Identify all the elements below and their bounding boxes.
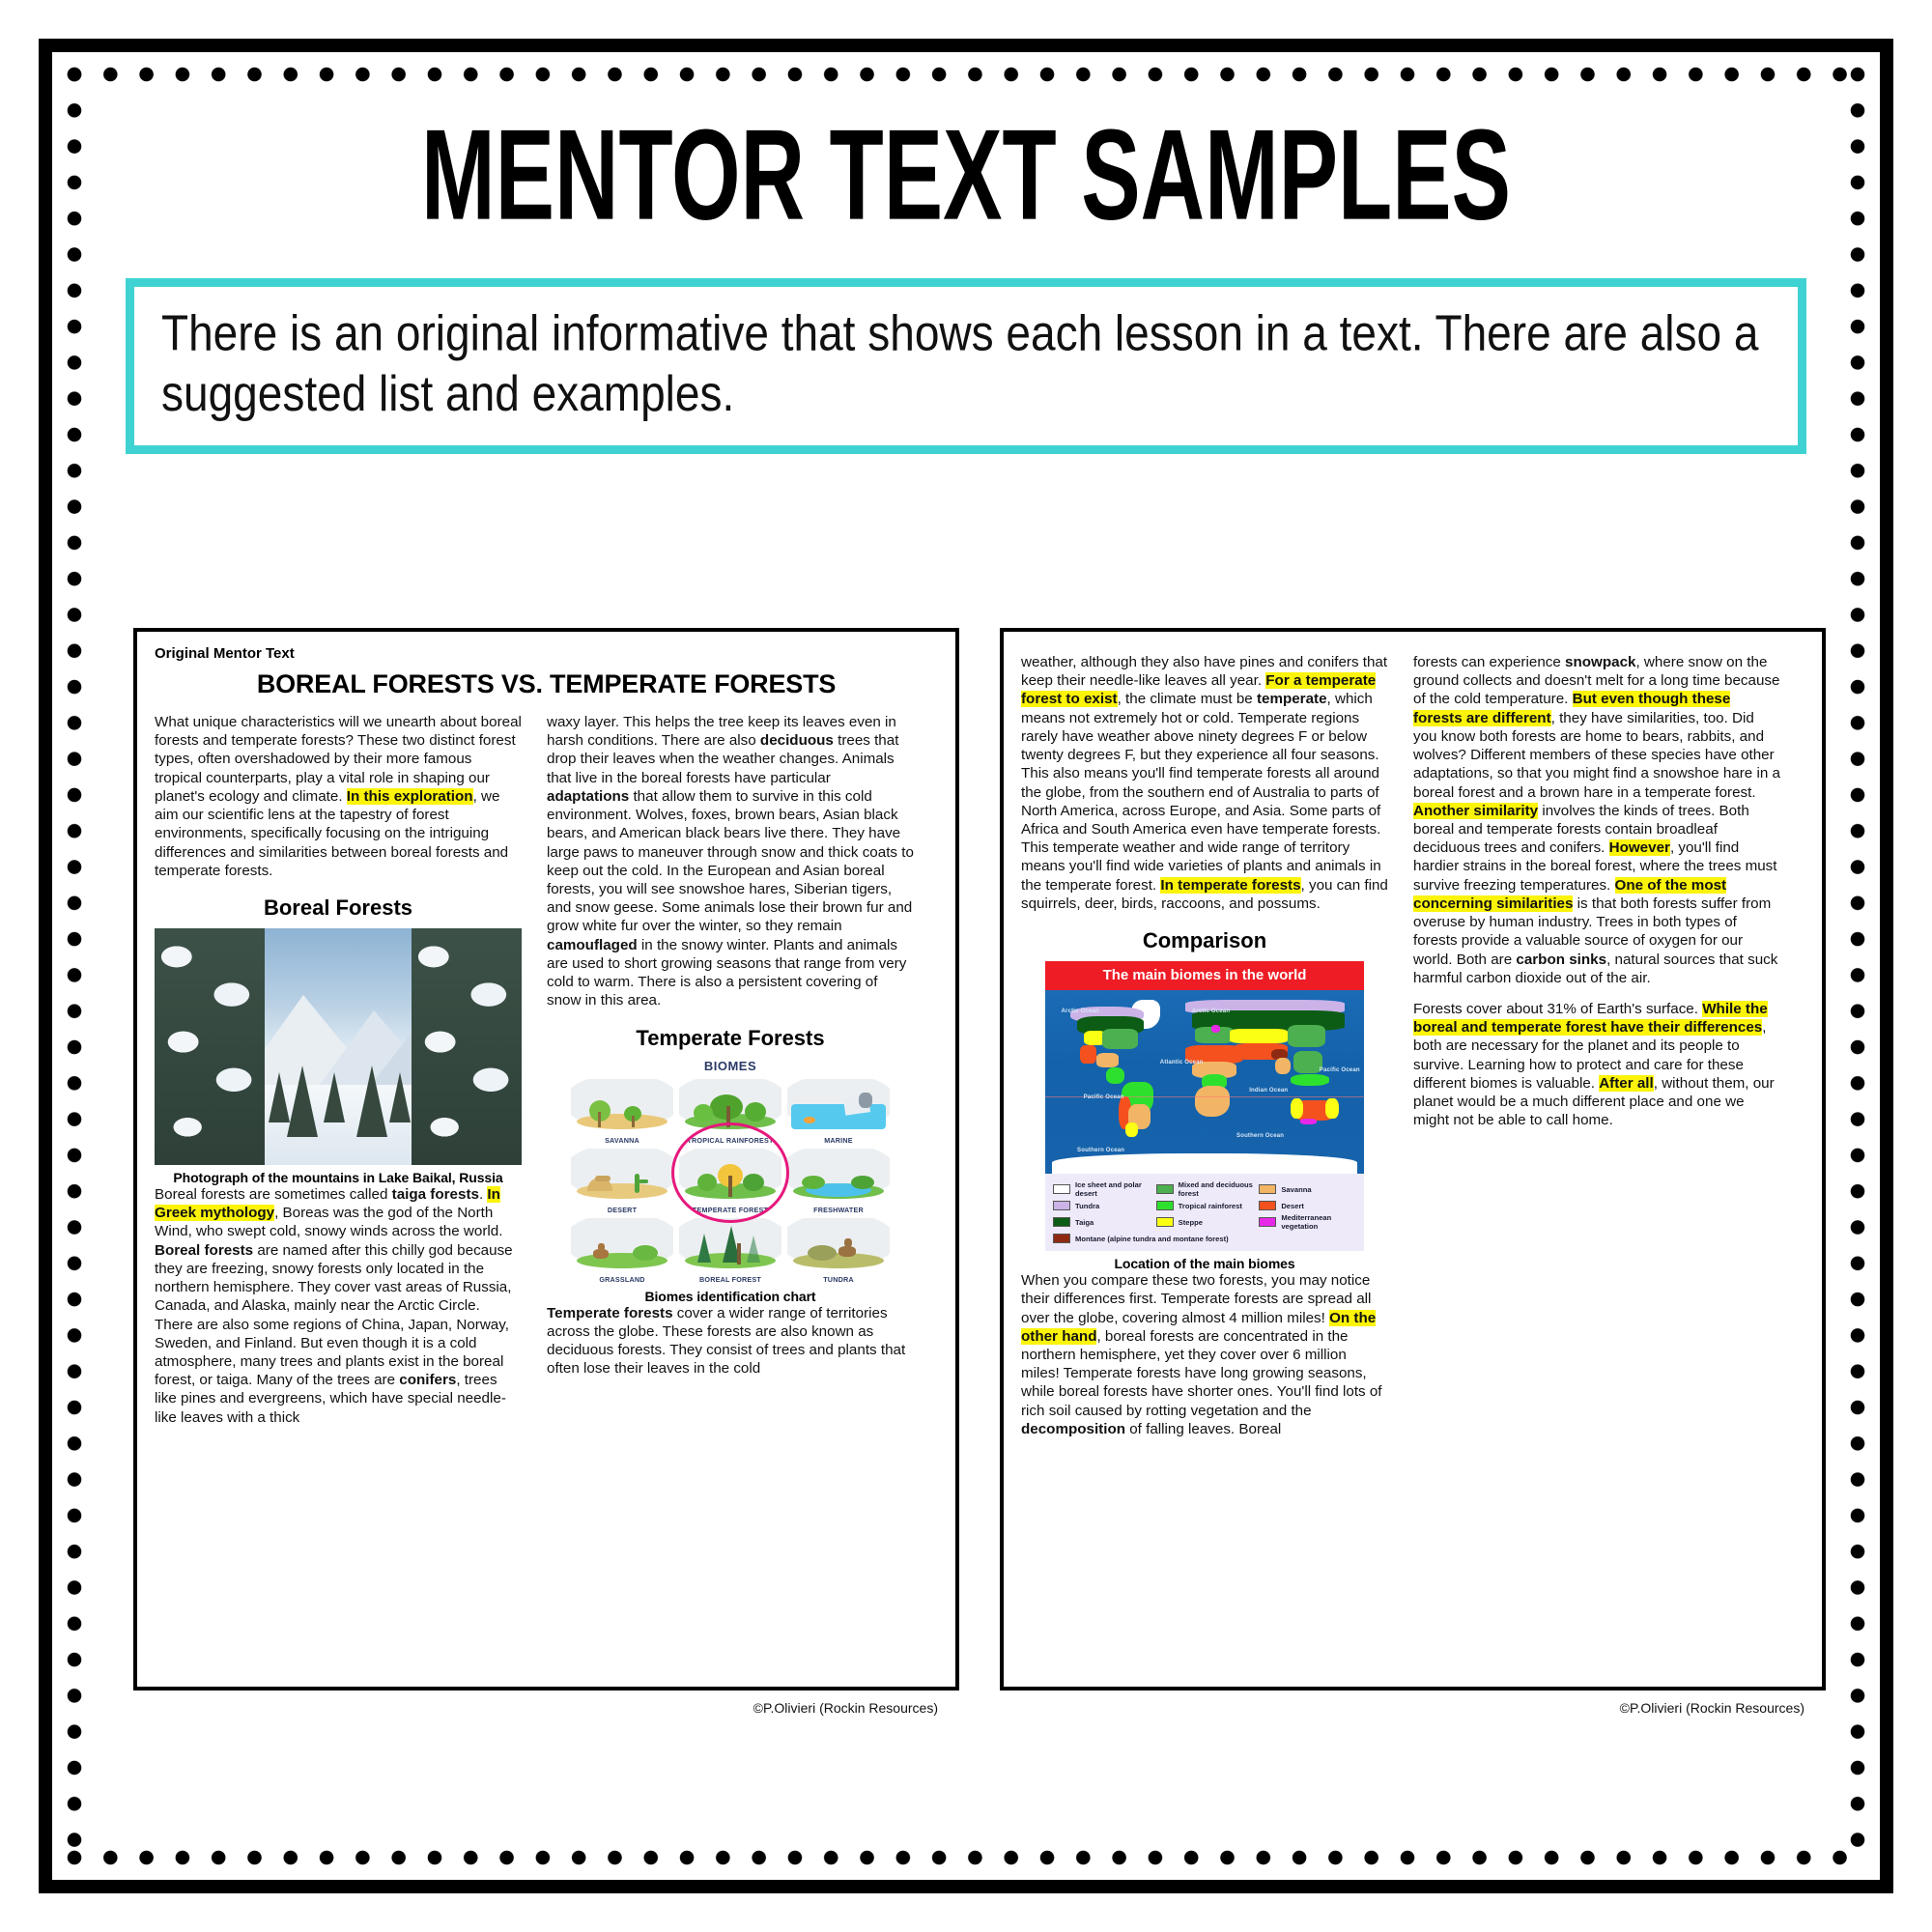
text-run: , the climate must be bbox=[1117, 691, 1257, 708]
photo-image bbox=[155, 928, 522, 1165]
document-title: BOREAL FORESTS VS. TEMPERATE FORESTS bbox=[256, 669, 837, 698]
legend-label: Taiga bbox=[1075, 1217, 1094, 1227]
text-run: , both are necessary for the planet and its people to survive. Learning how to protect and care for these different biomes is valuable. bbox=[1413, 1019, 1767, 1092]
figure-lake-baikal bbox=[155, 928, 522, 1185]
text-run: , trees like pines and evergreens, which have special needle-like leaves with a thick bbox=[155, 1372, 506, 1426]
legend-label: Savanna bbox=[1281, 1184, 1312, 1194]
biome-label: GRASSLAND bbox=[599, 1274, 645, 1284]
legend-item bbox=[1053, 1234, 1356, 1243]
bold-term: snowpack bbox=[1565, 654, 1636, 670]
document-page-left bbox=[133, 628, 959, 1716]
biomes-grid bbox=[571, 1079, 890, 1284]
text-run: of falling leaves. Boreal bbox=[1125, 1420, 1282, 1437]
bold-term: Temperate forests bbox=[547, 1304, 673, 1321]
callout-box bbox=[126, 278, 1806, 454]
biome-illustration bbox=[571, 1218, 673, 1274]
biome-illustration bbox=[571, 1079, 673, 1135]
document-page-right bbox=[1000, 628, 1826, 1716]
biome-label: SAVANNA bbox=[605, 1135, 639, 1145]
text-run: , they have similarities, too. Did you know both forests are home to bears, rabbits, and wolves? Different members of these species have other adaptations, so that you might find a snowshoe hare in a boreal forest and a brown hare in a temperate forest. bbox=[1413, 709, 1780, 801]
text-run: weather, although they also have pines and conifers that keep their needle-like leaves all year. bbox=[1021, 654, 1388, 690]
legend-item bbox=[1156, 1201, 1254, 1210]
legend-swatch-montane bbox=[1053, 1234, 1070, 1243]
text-run: Boreal forests are sometimes called bbox=[155, 1185, 392, 1203]
highlight-phrase: Another similarity bbox=[1413, 802, 1539, 819]
biome-cell-tundra bbox=[787, 1218, 890, 1284]
text-run: waxy layer. This helps the tree keep its leaves even in harsh conditions. There are also bbox=[547, 714, 896, 750]
legend-swatch-savanna bbox=[1259, 1184, 1276, 1194]
legend-swatch-mediterranean bbox=[1259, 1217, 1276, 1227]
world-map bbox=[1045, 961, 1364, 1251]
ocean-label: Atlantic Ocean bbox=[1159, 1060, 1204, 1066]
bold-term: deciduous bbox=[759, 732, 834, 750]
biome-cell-tropical-rainforest bbox=[679, 1079, 781, 1145]
legend-swatch-tundra bbox=[1053, 1201, 1070, 1210]
map-legend bbox=[1045, 1174, 1364, 1251]
ocean-label: Pacific Ocean bbox=[1319, 1066, 1360, 1073]
bold-term: camouflaged bbox=[547, 936, 638, 953]
legend-item bbox=[1259, 1201, 1356, 1210]
text-run: are named after this chilly god because they are freezing, snowy forests only located in the northern hemisphere. They cover vast areas of Russia, Canada, and Alaska, mainly near the Arctic Circle. There are also some regions of China, Japan, Norway, Sweden, and Finland. But even though it is a cold atmosphere, many trees and plants exist in the boreal forest, or taiga. Many of the trees are bbox=[155, 1241, 513, 1389]
right-page-column-1 bbox=[1021, 653, 1388, 1438]
legend-item bbox=[1156, 1213, 1254, 1231]
text-run: in the snowy winter. Plants and animals are used to short growing seasons that range from very cold to warm. There is also a persistent covering of snow in this area. bbox=[547, 936, 907, 1009]
ocean-label: Indian Ocean bbox=[1249, 1087, 1289, 1094]
biome-illustration bbox=[787, 1149, 890, 1205]
legend-label: Steppe bbox=[1178, 1217, 1203, 1227]
figure-caption: Location of the main biomes bbox=[1114, 1256, 1295, 1272]
legend-swatch-ice-sheet bbox=[1053, 1184, 1070, 1194]
bold-term: carbon sinks bbox=[1516, 951, 1607, 968]
left-page-column-2 bbox=[547, 713, 914, 1378]
map-banner-title: The main biomes in the world bbox=[1045, 961, 1364, 990]
biome-cell-grassland bbox=[571, 1218, 673, 1284]
copyright-notice: ©P.Olivieri (Rockin Resources) bbox=[1619, 1700, 1804, 1716]
paragraph bbox=[1413, 653, 1780, 987]
text-run: , Boreas was the god of the North Wind, who swept cold, snowy winds across the world. bbox=[155, 1205, 503, 1240]
legend-swatch-taiga bbox=[1053, 1217, 1070, 1227]
map-canvas bbox=[1045, 990, 1364, 1174]
text-run: When you compare these two forests, you may notice their differences first. Temperate forests are spread all over the globe, covering almost 4 million miles! bbox=[1021, 1272, 1372, 1326]
highlight-phrase: In temperate forests bbox=[1160, 876, 1301, 894]
paragraph bbox=[547, 713, 914, 1010]
text-run: , you'll find hardier strains in the boreal forest, where the trees must survive freezing temperatures. bbox=[1413, 839, 1777, 894]
biome-label: DESERT bbox=[607, 1205, 638, 1214]
legend-label: Ice sheet and polar desert bbox=[1075, 1180, 1142, 1199]
text-run: What unique characteristics will we unearth about boreal forests and temperate forests? These two distinct forest types, often overshadowed by their more famous tropical counterparts, play a vital role in shaping our planet's ecology and climate. bbox=[155, 714, 522, 805]
biomes-chart bbox=[571, 1059, 890, 1284]
highlight-phrase: However bbox=[1608, 839, 1670, 857]
ocean-label: Southern Ocean bbox=[1077, 1148, 1125, 1154]
paragraph bbox=[1413, 1000, 1780, 1130]
text-run: , which means not extremely hot or cold. Temperate regions rarely have weather above ninety degrees F or below twenty degrees F, but they experience all four seasons. This also means you'll find temperate forests all around the globe, from the southern end of Australia to parts of North America, across Europe, and Asia. Some parts of Africa and South America even have temperate forests. This temperate weather and wide range of territory means you'll find wide varieties of plants and animals in the temperate forest. bbox=[1021, 691, 1381, 894]
text-run: , without them, our planet would be a much different place and one we might not be able to call home. bbox=[1413, 1074, 1775, 1129]
biome-cell-marine bbox=[787, 1079, 890, 1145]
legend-swatch-steppe bbox=[1156, 1217, 1174, 1227]
page-title: MENTOR TEXT SAMPLES bbox=[421, 103, 1511, 247]
legend-item bbox=[1053, 1201, 1151, 1210]
biome-illustration bbox=[679, 1149, 781, 1205]
legend-swatch-mixed-deciduous bbox=[1156, 1184, 1174, 1194]
highlight-phrase: After all bbox=[1599, 1074, 1654, 1092]
figure-world-biome-map bbox=[1021, 961, 1388, 1271]
biome-cell-desert bbox=[571, 1149, 673, 1214]
highlight-phrase: While the boreal and temperate forest have their differences bbox=[1413, 1000, 1768, 1037]
text-run: cover a wider range of territories across the globe. These forests are also known as deciduous forests. They consist of trees and plants that often lose their leaves in the cold bbox=[547, 1304, 906, 1378]
legend-swatch-tropical-rainforest bbox=[1156, 1201, 1174, 1210]
bold-term: decomposition bbox=[1021, 1420, 1126, 1437]
biome-label: BOREAL FOREST bbox=[699, 1274, 761, 1284]
ocean-label: Pacific Ocean bbox=[1083, 1094, 1124, 1101]
legend-item bbox=[1259, 1180, 1356, 1198]
section-heading-temperate: Temperate Forests bbox=[636, 1025, 825, 1050]
legend-item bbox=[1053, 1213, 1151, 1231]
biome-label: TUNDRA bbox=[823, 1274, 854, 1284]
paragraph bbox=[155, 1185, 522, 1427]
paragraph bbox=[155, 713, 522, 880]
text-run: that allow them to survive in this cold environment. Wolves, foxes, brown bears, Asian black bears, and American black bears live there. They have large paws to maneuver through snow and thick coats to keep out the cold. In the European and Asian boreal forests, you will see snowshoe hares, Siberian tigers, and snow geese. Some animals lose their brown fur and grow white fur over the winter, so they remain bbox=[547, 787, 914, 935]
biome-cell-freshwater bbox=[787, 1149, 890, 1214]
legend-swatch-desert bbox=[1259, 1201, 1276, 1210]
biome-cell-boreal-forest bbox=[679, 1218, 781, 1284]
highlight-phrase: In this exploration bbox=[346, 787, 473, 805]
section-heading-boreal: Boreal Forests bbox=[263, 895, 413, 920]
text-run: Forests cover about 31% of Earth's surface. bbox=[1413, 1000, 1703, 1017]
bold-term: taiga forests bbox=[391, 1185, 479, 1203]
legend-item bbox=[1156, 1180, 1254, 1198]
highlight-phrase: On the other hand bbox=[1021, 1309, 1377, 1345]
paragraph bbox=[547, 1304, 914, 1378]
highlight-phrase: For a temperate forest to exist bbox=[1021, 672, 1377, 708]
text-run: . bbox=[478, 1185, 488, 1203]
biome-illustration bbox=[787, 1218, 890, 1274]
biome-illustration bbox=[787, 1079, 890, 1135]
biome-label: TEMPERATE FOREST bbox=[692, 1205, 769, 1214]
paragraph bbox=[1021, 1271, 1388, 1438]
ocean-label: Southern Ocean bbox=[1236, 1133, 1285, 1140]
highlight-phrase: In Greek mythology bbox=[155, 1185, 500, 1222]
biome-illustration bbox=[679, 1079, 781, 1135]
text-run: , we aim our scientific lens at the tapestry of forest environments, specifically focusing on the intriguing differences and similarities between boreal forests and temperate forests. bbox=[155, 787, 509, 879]
text-run: , boreal forests are concentrated in the northern hemisphere, yet they cover over 6 million miles! Temperate forests have long growing seasons, while boreal forests have shorter ones. You'll find lots of rich soil caused by rotting vegetation and the bbox=[1021, 1327, 1382, 1419]
legend-label: Montane (alpine tundra and montane forest) bbox=[1075, 1234, 1229, 1243]
paragraph bbox=[1021, 653, 1388, 913]
bold-term: temperate bbox=[1256, 691, 1327, 708]
legend-label: Tropical rainforest bbox=[1178, 1201, 1242, 1210]
callout-text: There is an original informative that shows each lesson in a text. There are also a suggested list and examples. bbox=[161, 304, 1759, 422]
legend-label: Mediterranean vegetation bbox=[1281, 1213, 1332, 1232]
figure-biomes-chart bbox=[547, 1059, 914, 1304]
ocean-label: Arctic Ocean bbox=[1061, 1009, 1099, 1015]
legend-item bbox=[1259, 1213, 1356, 1231]
text-run: , natural sources that suck harmful carbon dioxide out of the air. bbox=[1413, 951, 1778, 986]
text-run: is that both forests suffer from overuse by human industry. Trees in both types of forests provide a valuable source of oxygen for our world. Both are bbox=[1413, 895, 1772, 968]
section-heading-comparison: Comparison bbox=[1142, 928, 1267, 953]
text-run: , where snow on the ground collects and doesn't melt for a long time because of the cold temperature. bbox=[1413, 654, 1780, 708]
right-page-column-2 bbox=[1413, 653, 1780, 1129]
figure-caption: Biomes identification chart bbox=[644, 1288, 816, 1304]
text-run: forests can experience bbox=[1413, 654, 1566, 670]
legend-label: Desert bbox=[1281, 1201, 1304, 1210]
biome-illustration bbox=[571, 1149, 673, 1205]
biome-cell-savanna bbox=[571, 1079, 673, 1145]
biome-label: TROPICAL RAINFOREST bbox=[687, 1135, 774, 1145]
biome-illustration bbox=[679, 1218, 781, 1274]
bold-term: conifers bbox=[399, 1372, 457, 1389]
biome-label: FRESHWATER bbox=[813, 1205, 864, 1214]
figure-caption: Photograph of the mountains in Lake Baikal, Russia bbox=[173, 1169, 503, 1185]
biomes-chart-title: BIOMES bbox=[703, 1058, 757, 1073]
copyright-notice: ©P.Olivieri (Rockin Resources) bbox=[753, 1700, 938, 1716]
ocean-label: Arctic Ocean bbox=[1191, 1009, 1231, 1015]
legend-label: Mixed and deciduous forest bbox=[1178, 1180, 1253, 1199]
biome-cell-temperate-forest bbox=[679, 1149, 781, 1214]
bold-term: adaptations bbox=[547, 787, 630, 805]
highlight-phrase: One of the most concerning similarities bbox=[1413, 876, 1727, 912]
left-page-column-1 bbox=[155, 713, 522, 1427]
legend-item bbox=[1053, 1180, 1151, 1198]
page-kicker: Original Mentor Text bbox=[155, 645, 295, 662]
text-run: , you can find squirrels, deer, birds, raccoons, and possums. bbox=[1021, 876, 1388, 912]
biome-label: MARINE bbox=[824, 1135, 853, 1145]
text-run: trees that drop their leaves when the weather changes. Animals that live in the boreal forests have particular bbox=[547, 732, 899, 786]
highlight-phrase: But even though these forests are different bbox=[1413, 691, 1731, 726]
bold-term: Boreal forests bbox=[155, 1241, 254, 1259]
text-run: involves the kinds of trees. Both boreal and temperate forests contain broadleaf deciduous trees and conifers. bbox=[1413, 802, 1749, 857]
legend-label: Tundra bbox=[1075, 1201, 1100, 1210]
